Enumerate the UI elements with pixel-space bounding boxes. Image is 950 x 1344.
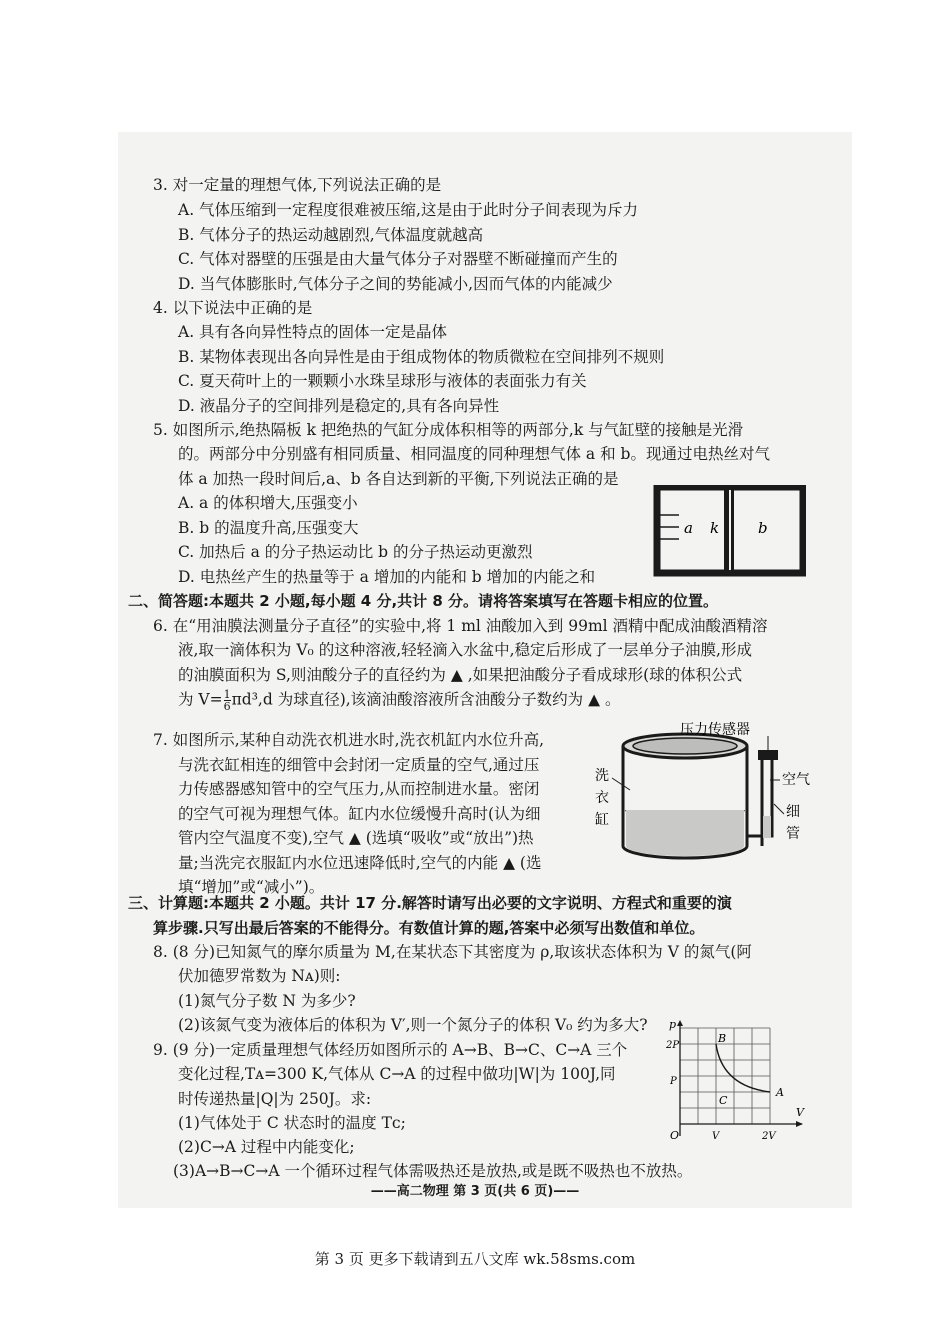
q9-part-3: (3)A→B→C→A 一个循环过程气体需吸热还是放热,或是既不吸热也不放热。 (173, 1162, 693, 1180)
q9-line-1: 9. (9 分)一定质量理想气体经历如图所示的 A→B、B→C、C→A 三个 (153, 1041, 628, 1059)
q5-option-c: C. 加热后 a 的分子热运动比 b 的分子热运动更激烈 (178, 543, 533, 561)
page-footer: ——高二物理 第 3 页(共 6 页)—— (370, 1184, 580, 1199)
state-a-label: A (776, 1086, 784, 1099)
tub-label-2: 衣 (595, 790, 609, 806)
q5-option-a: A. a 的体积增大,压强变小 (178, 494, 358, 512)
tub-label-1: 洗 (595, 768, 609, 784)
q7-line-2: 与洗衣缸相连的细管中会封闭一定质量的空气,通过压 (178, 756, 540, 774)
q9-line-3: 时传递热量|Q|为 250J。求: (178, 1090, 372, 1108)
q8-line-2: 伏加德罗常数为 Nᴀ)则: (178, 967, 341, 985)
q4-option-b: B. 某物体表现出各向异性是由于组成物体的物质微粒在空间排列不规则 (178, 348, 665, 366)
origin-label: O (670, 1129, 680, 1142)
q3-option-b: B. 气体分子的热运动越剧烈,气体温度就越高 (178, 226, 484, 244)
q4-option-c: C. 夏天荷叶上的一颗颗小水珠呈球形与液体的表面张力有关 (178, 372, 587, 390)
tick-2p: 2P (666, 1040, 680, 1051)
q8-part-1: (1)氮气分子数 N 为多少? (178, 992, 356, 1010)
q8-line-1: 8. (8 分)已知氮气的摩尔质量为 M,在某状态下其密度为 ρ,取该状态体积为 V 的氮气(阿 (153, 943, 752, 961)
p-axis-arrow-icon (677, 1020, 683, 1026)
section-2-heading: 二、简答题:本题共 2 小题,每小题 4 分,共计 8 分。请将答案填写在答题卡相应的位置。 (128, 592, 719, 610)
tube-label-2: 管 (786, 826, 800, 842)
q5-option-b: B. b 的温度升高,压强变大 (178, 519, 359, 537)
q6-line-4 (178, 689, 620, 712)
section-3-heading-line-1: 三、计算题:本题共 2 小题。共计 17 分.解答时请写出必要的文字说明、方程式和重要的演 (128, 894, 732, 912)
q3-option-a: A. 气体压缩到一定程度很难被压缩,这是由于此时分子间表现为斥力 (178, 201, 638, 219)
tick-2v: 2V (762, 1131, 776, 1142)
q6-formula-prefix: 为 V= (178, 690, 223, 709)
q7-line-1: 7. 如图所示,某种自动洗衣机进水时,洗衣机缸内水位升高, (153, 731, 544, 749)
tick-p: P (670, 1076, 677, 1087)
partition-k-label: k (710, 519, 720, 537)
q7-line-6: 量;当洗完衣服缸内水位迅速降低时,空气的内能 ▲ (选 (178, 854, 542, 872)
q7-washing-machine-figure (590, 718, 815, 868)
section-3-heading-line-2: 算步骤.只写出最后答案的不能得分。有数值计算的题,答案中必须写出数值和单位。 (153, 919, 705, 937)
q8-part-2: (2)该氮气变为液体后的体积为 V′,则一个氮分子的体积 V₀ 约为多大? (178, 1016, 648, 1034)
q7-line-4: 的空气可视为理想气体。缸内水位缓慢升高时(认为细 (178, 805, 541, 823)
q3-option-d: D. 当气体膨胀时,气体分子之间的势能减小,因而气体的内能减少 (178, 275, 613, 293)
q9-part-2: (2)C→A 过程中内能变化; (178, 1138, 355, 1156)
q9-line-2: 变化过程,Tᴀ=300 K,气体从 C→A 的过程中做功|W|为 100J,同 (178, 1065, 616, 1083)
q5-cylinder-figure (648, 485, 806, 577)
q5-option-d: D. 电热丝产生的热量等于 a 增加的内能和 b 增加的内能之和 (178, 568, 596, 586)
gas-b-label: b (758, 519, 768, 537)
q3-option-c: C. 气体对器壁的压强是由大量气体分子对器壁不断碰撞而产生的 (178, 250, 618, 268)
q4-option-a: A. 具有各向异性特点的固体一定是晶体 (178, 323, 448, 341)
state-b-label: B (718, 1032, 727, 1045)
v-axis-arrow-icon (796, 1121, 803, 1127)
q5-line-2: 的。两部分中分别盛有相同质量、相同温度的同种理想气体 a 和 b。现通过电热丝对气 (178, 445, 770, 463)
pressure-sensor-icon (758, 750, 778, 760)
sensor-label: 压力传感器 (680, 722, 750, 738)
q7-line-5: 管内空气温度不变),空气 ▲ (选填“吸收”或“放出”)热 (178, 829, 534, 847)
q5-line-3: 体 a 加热一段时间后,a、b 各自达到新的平衡,下列说法正确的是 (178, 470, 619, 488)
q6-line-3: 的油膜面积为 S,则油酸分子的直径约为 ▲ ,如果把油酸分子看成球形(球的体积公式 (178, 666, 743, 684)
q6-line-2: 液,取一滴体积为 V₀ 的这种溶液,轻轻滴入水盆中,稳定后形成了一层单分子油膜,形成 (178, 641, 752, 659)
air-label: 空气 (782, 772, 810, 788)
q4-option-d: D. 液晶分子的空间排列是稳定的,具有各向异性 (178, 397, 500, 415)
q9-part-1: (1)气体处于 C 状态时的温度 Tᴄ; (178, 1114, 406, 1132)
fraction-numerator: 1 (223, 688, 231, 701)
q7-line-7: 填“增加”或“减小”)。 (178, 878, 325, 896)
q3-stem: 3. 对一定量的理想气体,下列说法正确的是 (153, 176, 442, 194)
tub-label-3: 缸 (595, 812, 609, 828)
q6-line-1: 6. 在“用油膜法测量分子直径”的实验中,将 1 ml 油酸加入到 99ml 酒精中配成油酸酒精溶 (153, 617, 768, 635)
tick-v: V (712, 1131, 720, 1142)
q9-pv-diagram (662, 1018, 810, 1144)
fraction-denominator: 6 (223, 700, 231, 713)
q5-line-1: 5. 如图所示,绝热隔板 k 把绝热的气缸分成体积相等的两部分,k 与气缸壁的接触是光滑 (153, 421, 744, 439)
download-footer: 第 3 页 更多下载请到五八文库 wk.58sms.com (314, 1250, 636, 1268)
state-c-label: C (719, 1094, 728, 1107)
p-axis-label: p (669, 1018, 677, 1031)
q7-line-3: 力传感器感知管中的空气压力,从而控制进水量。密闭 (178, 780, 540, 798)
gas-a-label: a (684, 519, 693, 537)
q6-fraction (224, 689, 231, 712)
tube-label-1: 细 (786, 804, 800, 820)
isotherm-curve (716, 1044, 770, 1092)
v-axis-label: V (796, 1106, 804, 1119)
q4-stem: 4. 以下说法中正确的是 (153, 299, 313, 317)
q6-formula-suffix: πd³,d 为球直径),该滴油酸溶液所含油酸分子数约为 ▲ 。 (231, 690, 621, 709)
